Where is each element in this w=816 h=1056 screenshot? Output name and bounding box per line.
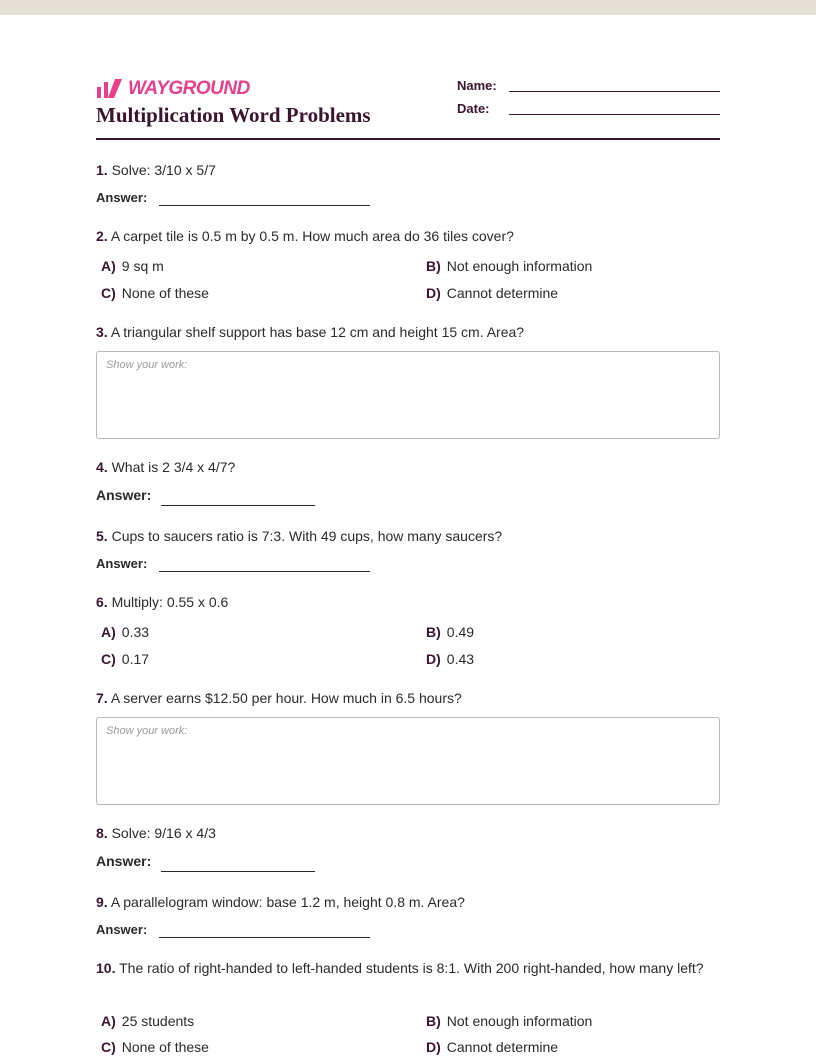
question-number: 5.	[96, 528, 108, 544]
answer-label: Answer:	[96, 922, 148, 937]
question-7	[96, 687, 720, 709]
question-text: What is 2 3/4 x 4/7?	[111, 459, 236, 475]
question-1	[96, 159, 720, 181]
question-text: Solve: 9/16 x 4/3	[111, 825, 216, 841]
answer-label: Answer:	[96, 190, 148, 205]
answer-field[interactable]	[159, 205, 370, 206]
option-b[interactable]: B) 0.49	[426, 624, 475, 640]
question-number: 4.	[96, 459, 108, 475]
top-bar	[0, 0, 816, 15]
date-label: Date:	[457, 101, 490, 116]
answer-field[interactable]	[159, 571, 370, 572]
question-9	[96, 891, 720, 913]
question-3	[96, 321, 720, 343]
date-field[interactable]	[509, 114, 720, 115]
question-4	[96, 456, 720, 478]
option-d[interactable]: D) Cannot determine	[426, 285, 559, 301]
question-5	[96, 525, 720, 547]
work-placeholder: Show your work:	[106, 359, 188, 371]
option-c[interactable]: C) 0.17	[101, 651, 150, 667]
answer-field[interactable]	[161, 505, 315, 506]
option-a[interactable]: A) 9 sq m	[101, 258, 164, 274]
answer-field[interactable]	[161, 871, 315, 872]
question-text: A parallelogram window: base 1.2 m, height 0.8 m. Area?	[110, 894, 465, 910]
brand-logo	[96, 78, 250, 100]
question-8	[96, 822, 720, 844]
work-area[interactable]	[96, 717, 720, 805]
option-d[interactable]: D) 0.43	[426, 651, 475, 667]
question-number: 7.	[96, 690, 108, 706]
question-number: 2.	[96, 228, 108, 244]
work-area[interactable]	[96, 351, 720, 439]
question-text: Multiply: 0.55 x 0.6	[111, 594, 229, 610]
question-number: 3.	[96, 324, 108, 340]
brand-mark-icon	[96, 79, 124, 99]
question-number: 10.	[96, 960, 116, 976]
page-title: Multiplication Word Problems	[96, 103, 371, 127]
name-field[interactable]	[509, 91, 720, 92]
question-text: Solve: 3/10 x 5/7	[111, 162, 216, 178]
question-text: A server earns $12.50 per hour. How much in 6.5 hours?	[110, 690, 462, 706]
question-2	[96, 225, 720, 247]
question-10	[96, 957, 720, 979]
answer-label: Answer:	[96, 853, 152, 869]
answer-field[interactable]	[159, 937, 370, 938]
question-number: 9.	[96, 894, 108, 910]
option-c[interactable]: C) None of these	[101, 285, 209, 301]
option-d[interactable]: D) Cannot determine	[426, 1039, 559, 1055]
question-text: A carpet tile is 0.5 m by 0.5 m. How much area do 36 tiles cover?	[110, 228, 514, 244]
header-divider	[96, 138, 720, 140]
question-number: 6.	[96, 594, 108, 610]
option-a[interactable]: A) 25 students	[101, 1013, 195, 1029]
work-placeholder: Show your work:	[106, 725, 188, 737]
option-b[interactable]: B) Not enough information	[426, 1013, 593, 1029]
question-number: 8.	[96, 825, 108, 841]
brand-name: WAYGROUND	[128, 78, 250, 99]
question-number: 1.	[96, 162, 108, 178]
answer-label: Answer:	[96, 556, 148, 571]
answer-label: Answer:	[96, 487, 152, 503]
question-text: Cups to saucers ratio is 7:3. With 49 cups, how many saucers?	[111, 528, 503, 544]
name-label: Name:	[457, 78, 497, 93]
option-a[interactable]: A) 0.33	[101, 624, 150, 640]
option-b[interactable]: B) Not enough information	[426, 258, 593, 274]
question-text: The ratio of right-handed to left-handed students is 8:1. With 200 right-handed, how many left?	[119, 960, 704, 976]
question-6	[96, 591, 720, 613]
option-c[interactable]: C) None of these	[101, 1039, 209, 1055]
question-text: A triangular shelf support has base 12 cm and height 15 cm. Area?	[110, 324, 525, 340]
